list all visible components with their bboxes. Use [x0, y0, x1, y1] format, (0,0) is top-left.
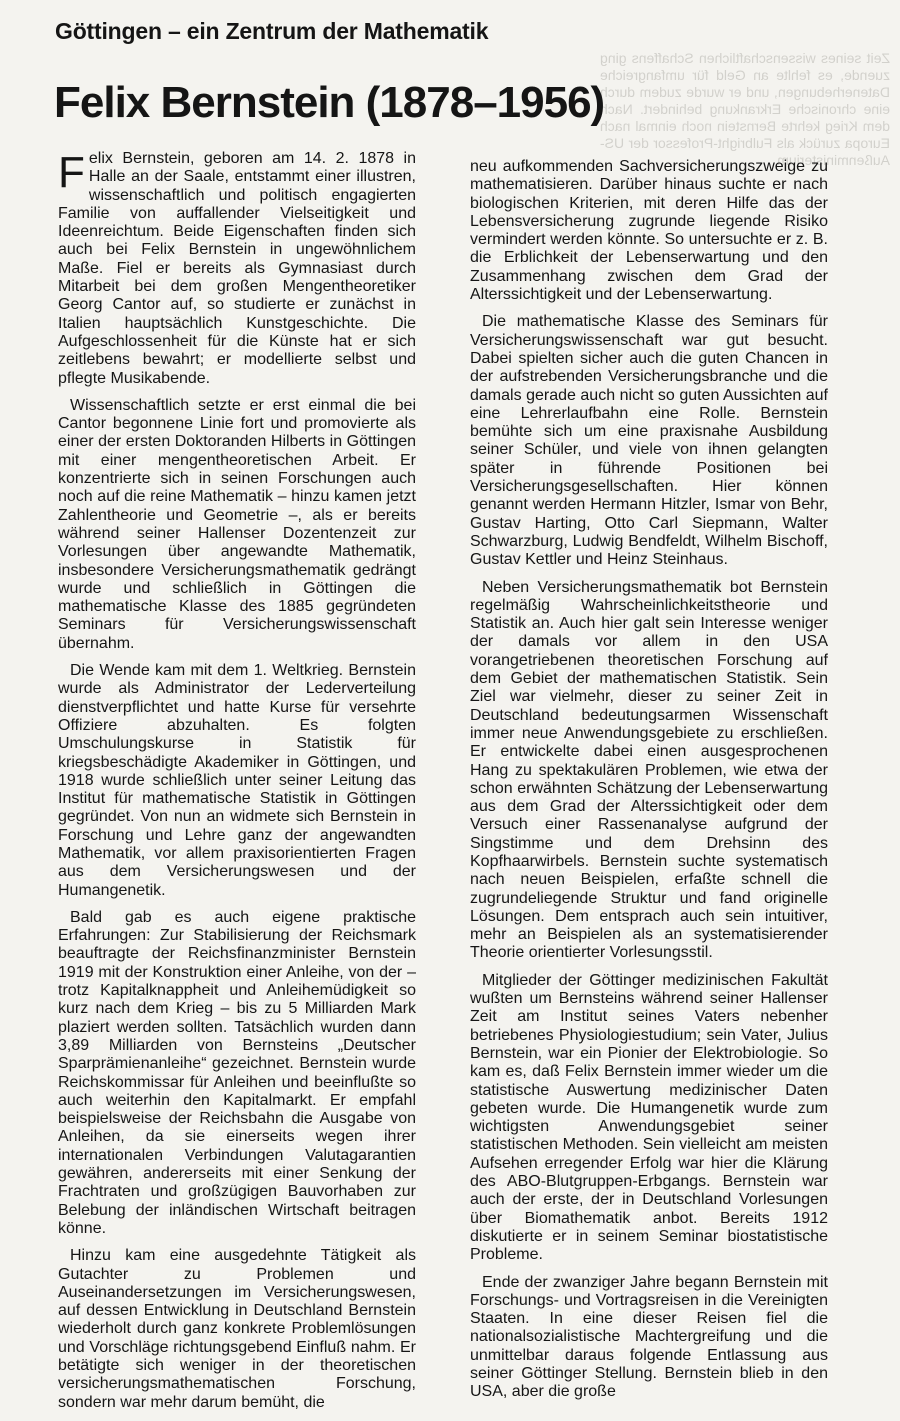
paragraph: neu aufkommenden Sachversicherungszweige zu mathematisieren. Darüber hinaus suchte er nach biologischen Kriterien, mit deren Hilfe das der Lebensversicherung zugrunde liegende Risiko vermindert werden könnte. So untersuchte er z. B. die Erblichkeit der Lebenserwartung und den Zusammenhang zwischen dem Grad der Alterssichtigkeit und der Lebenserwartung.	[470, 158, 828, 304]
bleed-through-text: Zeit seines wissenschaftlichen Schaffens ging zuende, es fehlte an Geld für umfangreiche Datenerhebungen, und er wurde zudem durch eine chronische Erkrankung behindert. Nach dem Krieg kehrte Bernstein noch einmal nach Europa zurück als Fulbright-Professor der US-Außenministerium	[600, 50, 890, 168]
series-title: Göttingen – ein Zentrum der Mathematik	[55, 18, 489, 44]
paragraph: Ende der zwanziger Jahre begann Bernstein mit Forschungs- und Vortragsreisen in die Vereinigten Staaten. In eine dieser Reisen fiel die nationalsozialistische Machtergreifung und die unmittelbar daraus folgende Entlassung aus seiner Göttinger Stellung. Bernstein blieb in den USA, aber die große	[470, 1273, 828, 1401]
right-column	[470, 158, 828, 1411]
paragraph	[58, 150, 416, 388]
paragraph: Wissenschaftlich setzte er erst einmal die bei Cantor begonnene Linie fort und promovierte als einer der ersten Doktoranden Hilberts in Göttingen mit einer mengentheoretischen Arbeit. Er konzentrierte sich in seinen Forschungen auch noch auf die reine Mathematik – hinzu kamen jetzt Zahlentheorie und Geometrie –, als er bereits während seiner Hallenser Dozentenzeit zur Vorlesungen über angewandte Mathematik, insbesondere Versicherungsmathematik gedrängt wurde und schließlich in Göttingen die mathematische Klasse des 1885 gegründeten Seminars für Versicherungswissenschaft übernahm.	[58, 396, 416, 652]
paragraph: Bald gab es auch eigene praktische Erfahrungen: Zur Stabilisierung der Reichsmark beauftragte der Reichsfinanzminister Bernstein 1919 mit der Konstruktion einer Anleihe, von der – trotz Kapitalknappheit und Anleihemüdigkeit so kurz nach dem Krieg – bis zu 5 Milliarden Mark plaziert werden sollten. Tatsächlich wurden dann 3,89 Milliarden von Bernsteins „Deutscher Sparprämienanleihe“ gezeichnet. Bernstein wurde Reichskommissar für Anleihen und beeinflußte so auch weiterhin den Kapitalmarkt. Er empfahl beispielsweise der Reichsbahn die Ausgabe von Anleihen, da sie einerseits wegen ihrer internationalen Verbindungen Valutagarantien gewähren, andererseits mit einer Senkung der Frachtraten und großzügigen Bauvorhaben zur Belebung der inländischen Wirtschaft beitragen könne.	[58, 908, 416, 1237]
paragraph: Hinzu kam eine ausgedehnte Tätigkeit als Gutachter zu Problemen und Auseinandersetzungen im Versicherungswesen, auf dessen Entwicklung in Deutschland Bernstein wiederholt durch ganz konkrete Problemlösungen und Vorschläge richtungsgebend Einfluß nahm. Er betätigte sich weniger in der theoretischen versicherungsmathematischen Forschung, sondern war mehr darum bemüht, die	[58, 1247, 416, 1411]
drop-cap: F	[58, 148, 85, 197]
paragraph: Mitglieder der Göttinger medizinischen Fakultät wußten um Bernsteins während seiner Hallenser Zeit am Institut seines Vaters nebenher betriebenes Physiologiestudium; sein Vater, Julius Bernstein, war ein Pionier der Elektrobiologie. So kam es, daß Felix Bernstein immer wieder um die statistische Auswertung medizinischer Daten gebeten wurde. Die Humangenetik wurde zum wichtigsten Anwendungsgebiet seiner statistischen Methoden. Sein vielleicht am meisten Aufsehen erregender Erfolg war hier die Klärung des ABO-Blutgruppen-Erbgangs. Bernstein war auch der erste, der in Deutschland Vorlesungen über Biomathematik anbot. Bereits 1912 diskutierte er in seinem Seminar biostatistische Probleme.	[470, 971, 828, 1264]
left-column	[58, 150, 416, 1421]
paragraph: Neben Versicherungsmathematik bot Bernstein regelmäßig Wahrscheinlichkeitstheorie und Statistik an. Auch hier galt sein Interesse weniger der damals vor allem in den USA vorangetriebenen theoretischen Forschung auf dem Gebiet der mathematischen Statistik. Sein Ziel war vielmehr, dieser zu seiner Zeit in Deutschland bedeutungsarmen Wissenschaft immer neue Anwendungsgebiete zu erschließen. Er entwickelte dabei einen ausgesprochenen Hang zu spektakulären Problemen, wie etwa der schon erwähnten Schätzung der Lebenserwartung aus dem Grad der Alterssichtigkeit oder dem Versuch einer Rassenanalyse aufgrund der Singstimme und dem Drehsinn des Kopfhaarwirbels. Bernstein suchte systematisch nach neuen Beispielen, erfaßte schnell die zugrundeliegende Struktur und fand originelle Lösungen. Dem entsprach auch sein intuitiver, mehr an Beispielen als an systematisierender Theorie orientierter Vorlesungsstil.	[470, 578, 828, 962]
paragraph: Die Wende kam mit dem 1. Weltkrieg. Bernstein wurde als Administrator der Lederverteilung dienstverpflichtet und hatte Kurse für versehrte Offiziere abzuhalten. Es folgten Umschulungskurse in Statistik für kriegsbeschädigte Akademiker in Göttingen, und 1918 wurde schließlich unter seiner Leitung das Institut für mathematische Statistik in Göttingen gegründet. Von nun an widmete sich Bernstein in Forschung und Lehre ganz der angewandten Mathematik, vor allem praxisorientierten Fragen aus dem Versicherungswesen und der Humangenetik.	[58, 662, 416, 899]
paragraph: Die mathematische Klasse des Seminars für Versicherungswissenschaft war gut besucht. Dabei spielten sicher auch die guten Chancen in der aufstrebenden Versicherungsbranche und die damals gerade auch nicht so guten Aussichten auf eine Lehrerlaufbahn eine Rolle. Bernstein bemühte sich um eine praxisnahe Ausbildung seiner Schüler, und viele von ihnen gelangten später in führende Positionen bei Versicherungsgesellschaften. Hier können genannt werden Hermann Hitzler, Ismar von Behr, Gustav Harting, Otto Carl Siepmann, Walter Schwarzburg, Ludwig Bendfeldt, Wilhelm Bischoff, Gustav Kettler und Heinz Steinhaus.	[470, 313, 828, 569]
paragraph-text: elix Bernstein, geboren am 14. 2. 1878 in Halle an der Saale, entstammt einer illustren, wissenschaftlich und politisch engagierten Familie von auffallender Vielseitigkeit und Ideenreichtum. Beide Eigenschaften finden sich auch bei Felix Bernstein in ungewöhnlichem Maße. Fiel er bereits als Gymnasiast durch Mitarbeit bei dem großen Mengentheoretiker Georg Cantor auf, so studierte er zunächst in Italien hauptsächlich Kunstgeschichte. Die Aufgeschlossenheit für die Künste hat er sich zeitlebens bewahrt; er modellierte selbst und pflegte Musikabende.	[58, 150, 416, 387]
article-title: Felix Bernstein (1878–1956)	[54, 78, 605, 127]
